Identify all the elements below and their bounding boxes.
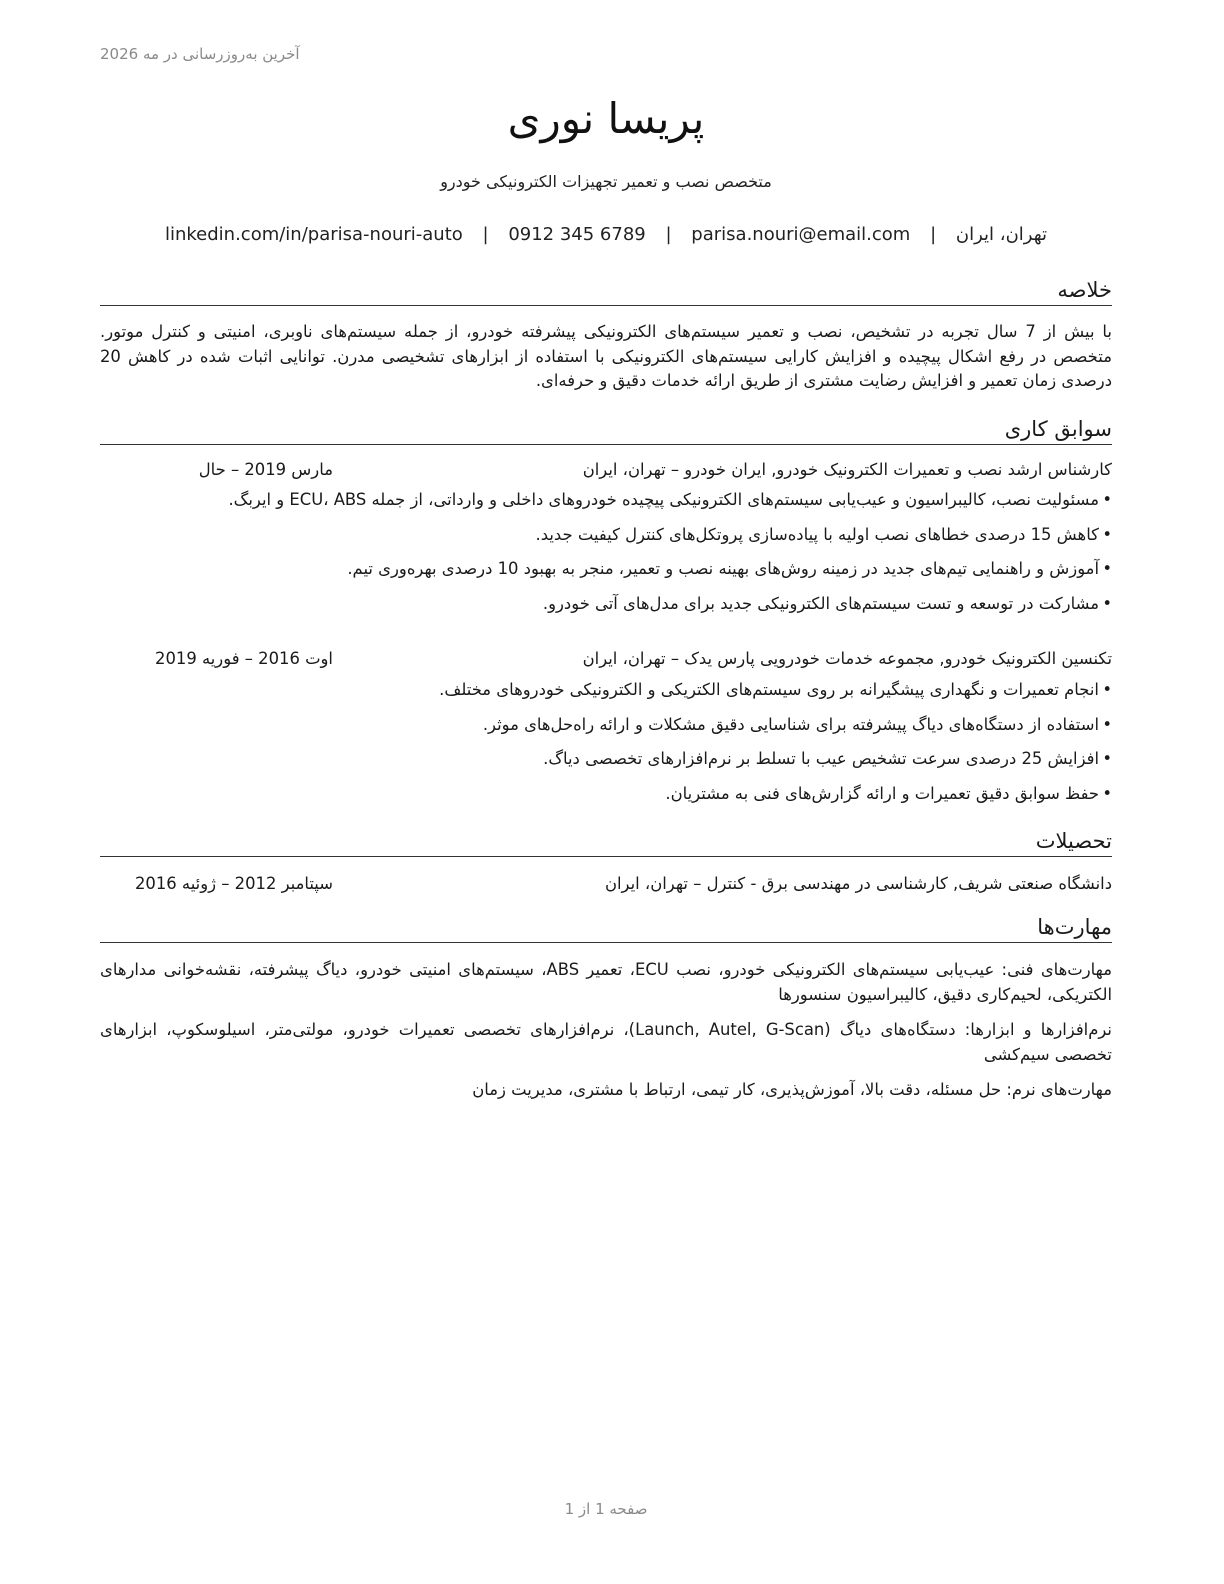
bullet-item (100, 714, 1112, 736)
job-bullets (100, 679, 1112, 817)
bullet-dot: • (1102, 559, 1112, 578)
contact-email[interactable]: parisa.nouri@email.com (691, 224, 911, 245)
last-updated-note: آخرین به‌روزرسانی در مه 2026 (100, 45, 300, 63)
contact-separator: | (482, 224, 489, 245)
bullet-dot: • (1102, 783, 1112, 803)
contact-phone[interactable]: 0912 345 6789 (508, 224, 646, 245)
skills-tools: نرم‌افزارها و ابزارها: دستگاه‌های دیاگ (Launch, Autel, G-Scan)، نرم‌افزارهای تخصصی تعمیرات خودرو، مولتی‌متر، اسیلوسکوپ، ابزارهای تخصصی سیم‌کشی (100, 1020, 1112, 1064)
contact-line (100, 224, 1112, 245)
person-name: پریسا نوری (507, 94, 705, 143)
bullet-text: حفظ سوابق دقیق تعمیرات و ارائه گزارش‌های فنی به مشتریان. (665, 783, 1099, 803)
bullet-dot: • (1102, 490, 1112, 509)
bullet-item (100, 783, 1112, 805)
bullet-dot: • (1102, 524, 1112, 544)
bullet-item (100, 489, 1112, 511)
job-dates: مارس 2019 – حال (198, 460, 333, 479)
bullet-item (100, 679, 1112, 701)
bullet-text: مسئولیت نصب، کالیبراسیون و عیب‌یابی سیستم‌های الکترونیکی پیچیده خودروهای داخلی و وارداتی، از جمله ECU، ABS و ایربگ. (228, 490, 1099, 509)
bullet-item (100, 524, 1112, 546)
skills-soft: مهارت‌های نرم: حل مسئله، دقت بالا، آموزش‌پذیری، کار تیمی، ارتباط با مشتری، مدیریت زمان (472, 1080, 1112, 1099)
bullet-item (100, 748, 1112, 770)
job-role: تکنسین الکترونیک خودرو, مجموعه خدمات خودرویی پارس یدک – تهران، ایران (582, 649, 1112, 668)
contact-separator: | (930, 224, 937, 245)
job-title: متخصص نصب و تعمیر تجهیزات الکترونیکی خودرو (440, 172, 772, 191)
bullet-text: افزایش 25 درصدی سرعت تشخیص عیب با تسلط بر نرم‌افزارهای تخصصی دیاگ. (543, 749, 1099, 768)
section-heading-experience: سوابق کاری (100, 415, 1112, 445)
bullet-dot: • (1102, 593, 1112, 613)
bullet-text: استفاده از دستگاه‌های دیاگ پیشرفته برای شناسایی دقیق مشکلات و ارائه راه‌حل‌های موثر. (482, 714, 1099, 734)
job-dates: اوت 2016 – فوریه 2019 (155, 649, 333, 668)
skills-technical: مهارت‌های فنی: عیب‌یابی سیستم‌های الکترونیکی خودرو، نصب ECU، تعمیر ABS، سیستم‌های امنیتی خودرو، دیاگ پیشرفته، نقشه‌خوانی مدارهای الکتریکی، لحیم‌کاری دقیق، کالیبراسیون سنسورها (100, 960, 1112, 1004)
bullet-text: مشارکت در توسعه و تست سیستم‌های الکترونیکی جدید برای مدل‌های آتی خودرو. (542, 593, 1099, 613)
contact-linkedin[interactable]: linkedin.com/in/parisa-nouri-auto (164, 224, 463, 245)
resume-page (100, 0, 1112, 1584)
job-bullets (100, 489, 1112, 627)
bullet-dot: • (1102, 749, 1112, 768)
section-heading-skills: مهارت‌ها (100, 913, 1112, 943)
contact-separator: | (665, 224, 672, 245)
education-degree: دانشگاه صنعتی شریف, کارشناسی در مهندسی برق - کنترل – تهران، ایران (604, 874, 1112, 893)
page-number: صفحه 1 از 1 (564, 1500, 648, 1518)
bullet-text: آموزش و راهنمایی تیم‌های جدید در زمینه روش‌های بهینه نصب و تعمیر، منجر به بهبود 10 درصدی بهره‌وری تیم. (347, 559, 1099, 578)
bullet-item (100, 558, 1112, 580)
job-role: کارشناس ارشد نصب و تعمیرات الکترونیک خودرو, ایران خودرو – تهران، ایران (582, 460, 1112, 479)
bullet-text: کاهش 15 درصدی خطاهای نصب اولیه با پیاده‌سازی پروتکل‌های کنترل کیفیت جدید. (535, 524, 1099, 544)
summary-text: با بیش از 7 سال تجربه در تشخیص، نصب و تعمیر سیستم‌های الکترونیکی پیشرفته خودرو، از جمله سیستم‌های ناوبری، امنیتی و کنترل موتور. متخصص در رفع اشکال پیچیده و افزایش کارایی سیستم‌های الکترونیکی با استفاده از ابزارهای تشخیصی مدرن. توانایی اثبات شده در کاهش 20 درصدی زمان تعمیر و افزایش رضایت مشتری از طریق ارائه خدمات دقیق و حرفه‌ای. (100, 322, 1112, 390)
bullet-text: انجام تعمیرات و نگهداری پیشگیرانه بر روی سیستم‌های الکتریکی و الکترونیکی خودروهای مختلف. (439, 680, 1099, 699)
contact-location: تهران، ایران (955, 224, 1048, 245)
section-heading-summary: خلاصه (100, 276, 1112, 306)
education-dates: سپتامبر 2012 – ژوئیه 2016 (135, 874, 333, 893)
bullet-item (100, 593, 1112, 615)
bullet-dot: • (1102, 714, 1112, 734)
bullet-dot: • (1102, 680, 1112, 699)
section-heading-education: تحصیلات (100, 827, 1112, 857)
